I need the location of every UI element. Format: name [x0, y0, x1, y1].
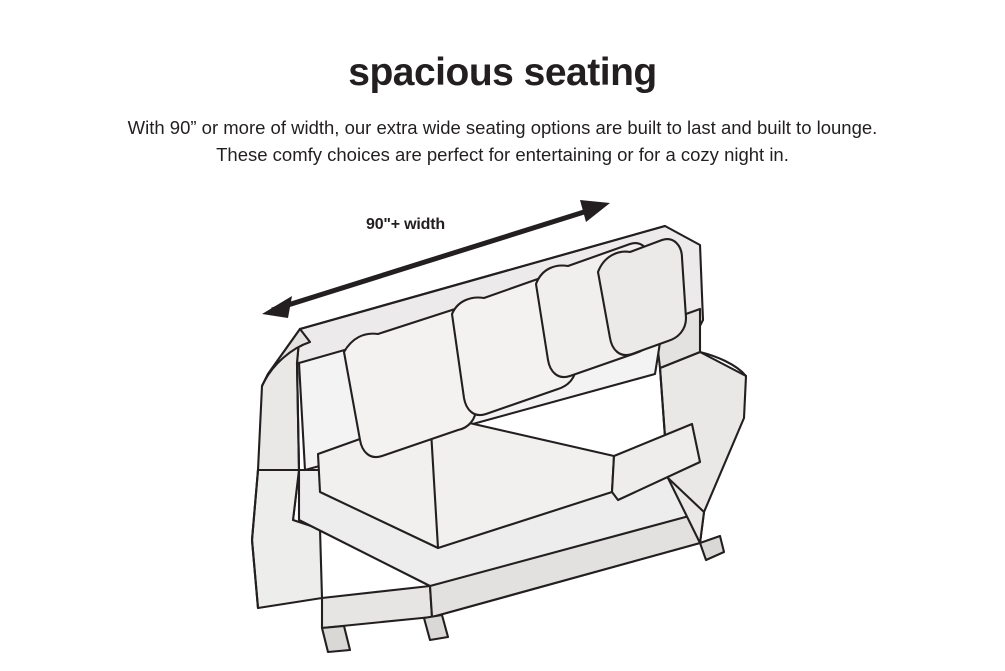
- sofa-body: [252, 226, 746, 652]
- description-line-1: With 90” or more of width, our extra wide seating options are built to last and built to lounge.: [127, 117, 878, 138]
- description-line-2: These comfy choices are perfect for entertaining or for a cozy night in.: [216, 143, 789, 165]
- width-dimension-label: 90"+ width: [366, 216, 445, 233]
- page-title: spacious seating: [348, 51, 657, 94]
